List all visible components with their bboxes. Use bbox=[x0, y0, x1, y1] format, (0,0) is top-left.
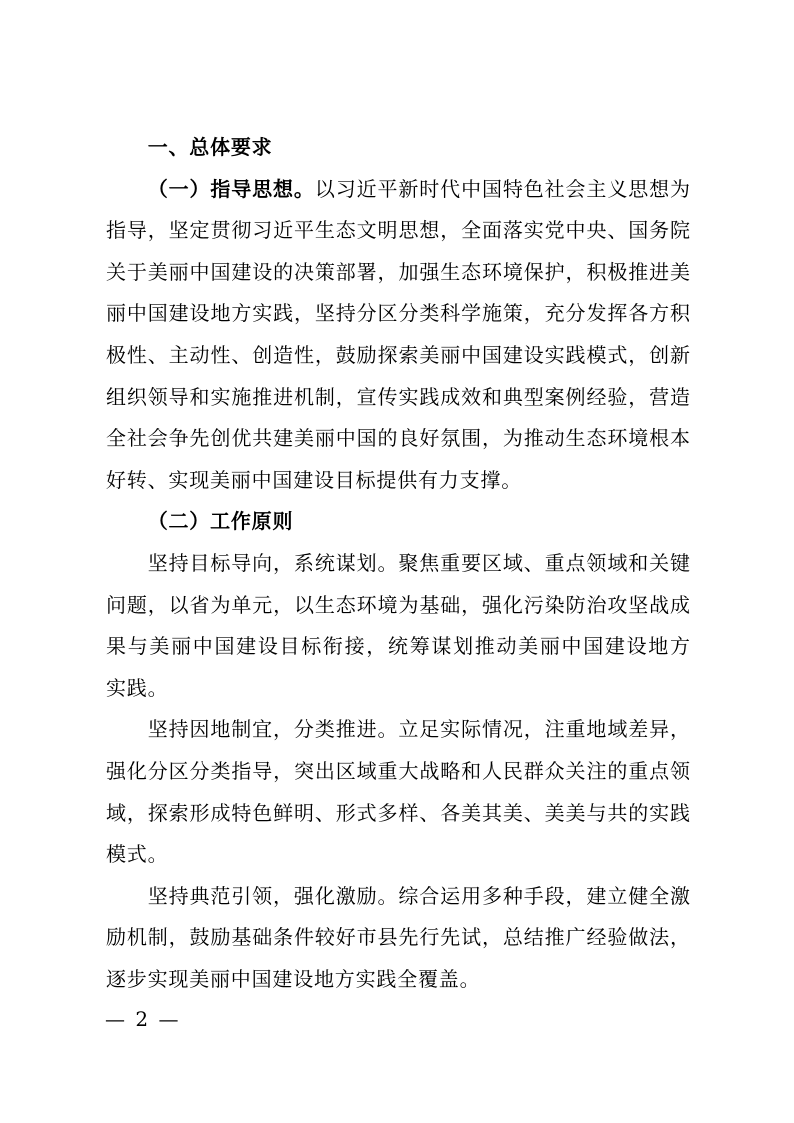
page-number: — 2 — bbox=[105, 1007, 181, 1031]
principle-line: 强化分区分类指导，突出区域重大战略和人民群众关注的重点领 bbox=[106, 758, 690, 783]
principle-line: 实践。 bbox=[106, 675, 169, 700]
document-body bbox=[106, 127, 690, 1000]
principle-line: 励机制，鼓励基础条件较好市县先行先试，总结推广经验做法， bbox=[106, 925, 690, 950]
guiding-thought-line: 极性、主动性、创造性，鼓励探索美丽中国建设实践模式，创新 bbox=[106, 342, 690, 367]
principle-line: 逐步实现美丽中国建设地方实践全覆盖。 bbox=[106, 966, 481, 991]
guiding-thought-line: 全社会争先创优共建美丽中国的良好氛围，为推动生态环境根本 bbox=[106, 426, 690, 451]
principle-line: 坚持目标导向，系统谋划。聚焦重要区域、重点领域和关键 bbox=[147, 550, 690, 575]
guiding-thought-line: 关于美丽中国建设的决策部署，加强生态环境保护，积极推进美 bbox=[106, 259, 690, 284]
principle-line: 问题，以省为单元，以生态环境为基础，强化污染防治攻坚战成 bbox=[106, 592, 690, 617]
principle-line: 坚持因地制宜，分类推进。立足实际情况，注重地域差异， bbox=[147, 717, 690, 742]
guiding-thought-line: 组织领导和实施推进机制，宣传实践成效和典型案例经验，营造 bbox=[106, 384, 690, 409]
guiding-thought-line: 丽中国建设地方实践，坚持分区分类科学施策，充分发挥各方积 bbox=[106, 301, 690, 326]
guiding-thought-lead: （一）指导思想。 bbox=[147, 176, 315, 201]
guiding-thought-line: 好转、实现美丽中国建设目标提供有力支撑。 bbox=[106, 467, 522, 492]
section-heading: 一、总体要求 bbox=[147, 135, 273, 159]
working-principles-title: （二）工作原则 bbox=[147, 509, 294, 534]
principle-line: 果与美丽中国建设目标衔接，统筹谋划推动美丽中国建设地方 bbox=[106, 634, 690, 659]
principle-line: 域，探索形成特色鲜明、形式多样、各美其美、美美与共的实践 bbox=[106, 800, 690, 825]
guiding-thought-text: 以习近平新时代中国特色社会主义思想为 bbox=[314, 176, 690, 201]
principle-line: 模式。 bbox=[106, 842, 169, 867]
guiding-thought-line: 指导，坚定贯彻习近平生态文明思想，全面落实党中央、国务院 bbox=[106, 218, 690, 243]
guiding-thought-line bbox=[106, 169, 690, 211]
principle-line: 坚持典范引领，强化激励。综合运用多种手段，建立健全激 bbox=[147, 883, 690, 908]
